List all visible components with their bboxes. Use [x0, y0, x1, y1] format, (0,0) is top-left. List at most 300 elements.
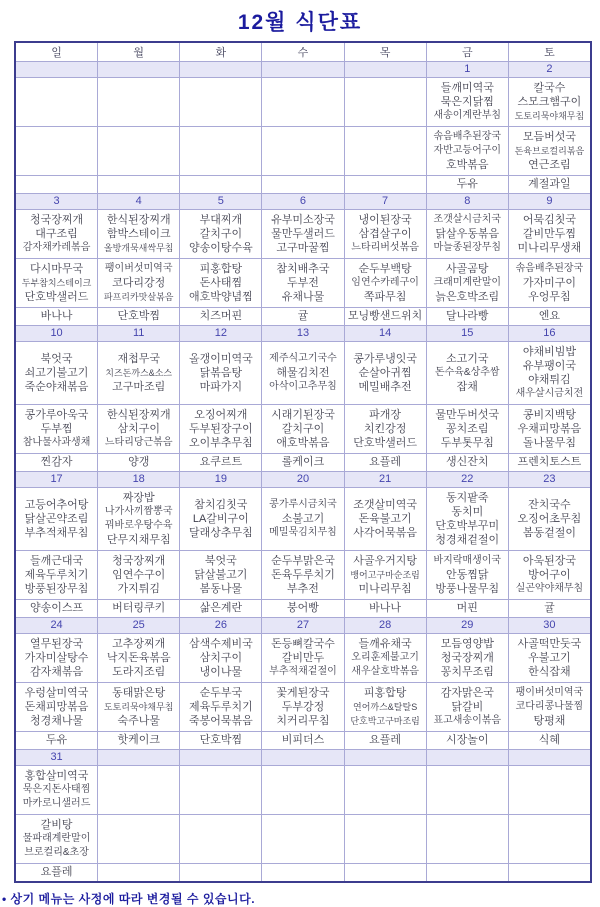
snack-cell: 시장놀이: [426, 732, 508, 750]
lunch-cell: [426, 210, 508, 259]
menu-item: 임연수구이: [112, 569, 166, 581]
lunch-cell: [426, 78, 508, 127]
lunch-row: [15, 210, 591, 259]
menu-item: 치즈돈까스&소스: [105, 368, 173, 378]
menu-item: 우불고기: [528, 652, 571, 664]
date-cell: [508, 750, 591, 766]
date-cell: 22: [426, 472, 508, 488]
snack-cell: 요플레: [344, 454, 426, 472]
menu-item: 갈치구이: [199, 228, 243, 240]
lunch-cell: [15, 342, 98, 405]
dinner-cell: [344, 683, 426, 732]
snack-cell: 단호박찜: [98, 308, 180, 326]
snack-cell: [344, 864, 426, 883]
date-row: [15, 62, 591, 78]
lunch-cell: [98, 342, 180, 405]
menu-item: 도토리묵야채무침: [103, 702, 174, 712]
menu-item: 바지락매생이국: [433, 555, 502, 566]
dinner-cell: [344, 551, 426, 600]
menu-item: 감자채볶음: [29, 666, 84, 678]
menu-item: 해물김치전: [276, 367, 330, 379]
snack-cell: 바나나: [15, 308, 98, 326]
snack-cell: 삶은계란: [180, 600, 262, 618]
menu-item: 미나리무생채: [517, 242, 582, 254]
lunch-row: [15, 78, 591, 127]
menu-item: 봄동나물: [199, 583, 243, 595]
menu-item: 팽이버섯미역국: [104, 263, 173, 274]
menu-item: 마파가지: [199, 381, 243, 393]
lunch-cell: [426, 488, 508, 551]
menu-item: 꽁치무조림: [440, 666, 494, 678]
dinner-cell: [180, 405, 262, 454]
lunch-cell: [344, 634, 426, 683]
menu-item: 들깨미역국: [440, 82, 494, 94]
menu-item: 동태맑은탕: [112, 687, 166, 699]
menu-item: 삼치구이: [199, 652, 243, 664]
menu-item: 한식잡채: [528, 666, 571, 678]
menu-item: 한식된장찌개: [106, 409, 171, 421]
menu-item: 가자미살탕수: [24, 652, 89, 664]
lunch-cell: [15, 78, 98, 127]
menu-item: 새우살호박볶음: [351, 666, 419, 677]
menu-item: 우렁살미역국: [24, 687, 89, 699]
lunch-cell: [262, 342, 344, 405]
menu-item: 조갯살미역국: [353, 499, 417, 511]
menu-item: 안동찜닭: [446, 569, 489, 581]
menu-item: 어묵김칫국: [522, 214, 576, 226]
menu-item: 시래기된장국: [271, 409, 335, 421]
dinner-cell: [98, 405, 180, 454]
menu-item: 도토리묵야채무침: [514, 111, 585, 121]
dinner-cell: [15, 683, 98, 732]
menu-item: 닭살우동볶음: [435, 228, 500, 240]
menu-item: 청국장찌개: [440, 652, 494, 664]
dinner-cell: [262, 405, 344, 454]
menu-item: 순살아귀찜: [358, 367, 412, 379]
lunch-cell: [180, 210, 262, 259]
date-cell: 10: [15, 326, 98, 342]
lunch-cell: [344, 210, 426, 259]
menu-item: 열무된장국: [29, 638, 84, 650]
dinner-cell: [98, 259, 180, 308]
menu-item: 청경채나물: [29, 715, 84, 727]
menu-item: 오이부추무침: [188, 437, 253, 449]
menu-item: 단호박고구마조림: [350, 716, 420, 726]
day-header: 월: [98, 42, 180, 62]
menu-item: 돈등뼈칼국수: [271, 638, 335, 650]
date-cell: 29: [426, 618, 508, 634]
snack-cell: [15, 176, 98, 194]
dinner-cell: [426, 127, 508, 176]
date-cell: [98, 750, 180, 766]
menu-item: 아삭이고추무침: [269, 381, 337, 392]
date-cell: 30: [508, 618, 591, 634]
dinner-cell: [98, 127, 180, 176]
dinner-row: [15, 127, 591, 176]
menu-item: 돈채피망볶음: [24, 701, 89, 713]
date-cell: [426, 750, 508, 766]
date-row: [15, 472, 591, 488]
snack-cell: 양송이스프: [15, 600, 98, 618]
snack-row: [15, 176, 591, 194]
menu-item: 대구조림: [35, 228, 78, 240]
date-cell: [344, 750, 426, 766]
menu-item: 파프리카맛살볶음: [103, 292, 174, 302]
date-cell: 1: [426, 62, 508, 78]
menu-item: 삼색수제비국: [188, 638, 253, 650]
menu-item: 솎음배추된장국: [515, 263, 584, 274]
dinner-cell: [180, 127, 262, 176]
menu-item: 가지튀김: [117, 583, 160, 595]
menu-item: 유채나물: [281, 291, 325, 303]
date-cell: 2: [508, 62, 591, 78]
dinner-cell: [426, 551, 508, 600]
lunch-cell: [508, 634, 591, 683]
snack-cell: [508, 864, 591, 883]
menu-item: 묵은지닭찜: [440, 96, 494, 108]
date-cell: 5: [180, 194, 262, 210]
date-cell: 16: [508, 326, 591, 342]
menu-item: 감자맑은국: [440, 687, 494, 699]
day-header: 화: [180, 42, 262, 62]
dinner-cell: [15, 815, 98, 864]
snack-cell: [180, 864, 262, 883]
date-cell: 14: [344, 326, 426, 342]
menu-item: 새우살시금치전: [515, 388, 584, 399]
menu-item: 물만두샐러드: [271, 228, 335, 240]
menu-item: 숙주나물: [117, 715, 160, 727]
menu-item: 소불고기: [281, 513, 325, 525]
lunch-cell: [15, 210, 98, 259]
menu-item: 참치배추국: [276, 263, 330, 275]
menu-item: 함박스테이크: [106, 228, 171, 240]
menu-item: 고등어추어탕: [24, 499, 89, 511]
menu-item: 솎음배추된장국: [433, 131, 502, 142]
menu-item: 갈비만두찜: [522, 228, 576, 240]
dinner-row: [15, 815, 591, 864]
snack-cell: 엔요: [508, 308, 591, 326]
dinner-cell: [262, 127, 344, 176]
menu-item: 쪽파무침: [363, 291, 407, 303]
snack-row: [15, 600, 591, 618]
menu-item: 브로컬리&초장: [24, 847, 89, 858]
menu-item: 칼국수: [533, 82, 566, 94]
menu-item: 실곤약야채무침: [515, 583, 584, 594]
date-cell: 11: [98, 326, 180, 342]
menu-item: 아욱된장국: [522, 555, 576, 567]
dinner-cell: [262, 551, 344, 600]
dinner-cell: [15, 127, 98, 176]
menu-item: 단호박샐러드: [353, 437, 417, 449]
menu-item: 호박볶음: [446, 159, 489, 171]
menu-item: 북엇국: [40, 353, 73, 365]
menu-item: 마늘종된장무침: [433, 242, 502, 253]
lunch-cell: [98, 488, 180, 551]
menu-item: 뱅어고구마순조림: [350, 570, 420, 580]
menu-item: 마카로니샐러드: [22, 798, 91, 809]
menu-item: 표고새송이볶음: [433, 715, 502, 726]
menu-item: 돈육불고기: [358, 513, 412, 525]
snack-cell: [180, 176, 262, 194]
date-row: [15, 326, 591, 342]
menu-item: 감자채카레볶음: [22, 242, 91, 253]
menu-item: 피홍합탕: [199, 263, 243, 275]
menu-item: 닭갈비: [451, 701, 484, 713]
date-cell: [180, 750, 262, 766]
date-row: [15, 618, 591, 634]
dinner-row: [15, 683, 591, 732]
dinner-cell: [180, 815, 262, 864]
menu-item: 한식된장찌개: [106, 214, 171, 226]
snack-row: [15, 864, 591, 883]
menu-item: 단호박부꾸미: [435, 520, 500, 532]
menu-item: 치커리무침: [276, 715, 330, 727]
snack-cell: 머핀: [426, 600, 508, 618]
calendar-body: [15, 42, 591, 882]
menu-item: 임연수카레구이: [351, 277, 419, 288]
menu-item: 나가사끼짬뽕국: [104, 506, 173, 517]
snack-cell: 귤: [262, 308, 344, 326]
menu-item: 느타리버섯볶음: [351, 242, 419, 253]
menu-item: 죽봉어묵볶음: [188, 715, 253, 727]
menu-item: 낙지돈육볶음: [106, 652, 171, 664]
lunch-cell: [98, 210, 180, 259]
menu-item: 모듬버섯국: [522, 131, 576, 143]
dinner-cell: [426, 259, 508, 308]
date-cell: 17: [15, 472, 98, 488]
menu-item: 방풍나물무침: [435, 583, 500, 595]
dinner-cell: [98, 683, 180, 732]
menu-item: 메밀배추전: [358, 381, 412, 393]
date-cell: 9: [508, 194, 591, 210]
snack-cell: 계절과일: [508, 176, 591, 194]
menu-item: 재첩무국: [117, 353, 160, 365]
menu-item: 제육두루치기: [24, 569, 89, 581]
date-cell: 7: [344, 194, 426, 210]
dinner-cell: [508, 551, 591, 600]
menu-item: 냉이나물: [199, 666, 243, 678]
menu-item: 쇠고기불고기: [24, 367, 89, 379]
dinner-row: [15, 259, 591, 308]
menu-item: 올갱이미역국: [188, 353, 253, 365]
dinner-cell: [15, 405, 98, 454]
menu-item: 유부팽이국: [522, 360, 576, 372]
menu-item: 도라지조림: [112, 666, 166, 678]
menu-item: 탕평채: [533, 715, 566, 727]
lunch-cell: [344, 766, 426, 815]
dinner-cell: [508, 683, 591, 732]
date-cell: 4: [98, 194, 180, 210]
menu-item: 우엉무침: [528, 291, 571, 303]
dinner-cell: [508, 405, 591, 454]
lunch-cell: [262, 488, 344, 551]
page-title: 12월 식단표: [237, 11, 363, 34]
dinner-cell: [508, 259, 591, 308]
menu-item: 부추적채겉절이: [269, 666, 337, 677]
menu-item: 코다리콩나물찜: [515, 701, 584, 712]
menu-item: 야채비빔밥: [522, 346, 576, 358]
menu-item: 두부톳무침: [440, 437, 494, 449]
lunch-cell: [180, 634, 262, 683]
dinner-cell: [180, 683, 262, 732]
day-header-row: [15, 42, 591, 62]
menu-item: 물파래계란말이: [22, 833, 91, 844]
day-header: 토: [508, 42, 591, 62]
menu-item: 소고기국: [446, 353, 489, 365]
lunch-cell: [15, 634, 98, 683]
menu-item: 닭살곤약조림: [24, 513, 89, 525]
menu-item: 팽이버섯미역국: [515, 687, 584, 698]
menu-item: 모듬영양밥: [440, 638, 494, 650]
menu-item: 짜장밥: [122, 492, 155, 504]
date-cell: 6: [262, 194, 344, 210]
menu-item: 다시마무국: [29, 263, 84, 275]
dinner-row: [15, 405, 591, 454]
footer-note: • 상기 메뉴는 사정에 따라 변경될 수 있습니다.: [2, 892, 256, 906]
menu-item: 제주식고기국수: [269, 353, 337, 364]
menu-item: 봄동겉절이: [522, 527, 576, 539]
menu-item: 단호박샐러드: [24, 291, 89, 303]
menu-item: LA갈비구이: [192, 513, 249, 525]
menu-item: 갈비탕: [40, 819, 73, 831]
snack-cell: [344, 176, 426, 194]
snack-cell: [426, 864, 508, 883]
menu-item: 닭살불고기: [194, 569, 248, 581]
lunch-row: [15, 766, 591, 815]
menu-item: 죽순야채볶음: [24, 381, 89, 393]
lunch-cell: [344, 488, 426, 551]
lunch-cell: [344, 78, 426, 127]
menu-item: 단무지채무침: [106, 534, 171, 546]
menu-item: 콩가루아욱국: [24, 409, 89, 421]
dinner-cell: [344, 127, 426, 176]
menu-item: 두부참치스테이크: [21, 278, 92, 288]
lunch-cell: [426, 766, 508, 815]
calendar-wrapper: [14, 41, 592, 883]
date-cell: [98, 62, 180, 78]
snack-cell: [262, 864, 344, 883]
snack-cell: 귤: [508, 600, 591, 618]
lunch-cell: [508, 78, 591, 127]
menu-item: 가자미구이: [522, 277, 576, 289]
snack-cell: [98, 176, 180, 194]
day-header: 목: [344, 42, 426, 62]
menu-item: 닭볶음탕: [199, 367, 243, 379]
day-header: 수: [262, 42, 344, 62]
day-header: 일: [15, 42, 98, 62]
date-cell: 21: [344, 472, 426, 488]
date-cell: 27: [262, 618, 344, 634]
menu-item: 콩비지백탕: [522, 409, 576, 421]
lunch-cell: [262, 634, 344, 683]
lunch-cell: [98, 766, 180, 815]
menu-item: 코다리강정: [112, 277, 166, 289]
dinner-cell: [262, 815, 344, 864]
menu-item: 미나리무침: [358, 583, 412, 595]
lunch-row: [15, 634, 591, 683]
menu-item: 청경채겉절이: [435, 534, 500, 546]
date-cell: 15: [426, 326, 508, 342]
menu-item: 메밀묵김치무침: [269, 527, 337, 538]
menu-item: 올방개묵새싹무침: [103, 243, 174, 253]
lunch-cell: [15, 488, 98, 551]
date-cell: 3: [15, 194, 98, 210]
menu-item: 오징어찌개: [194, 409, 248, 421]
menu-item: 우채피망볶음: [517, 423, 582, 435]
menu-item: 잡채: [456, 381, 478, 393]
menu-item: 고구마꿀찜: [276, 242, 330, 254]
snack-cell: 롤케이크: [262, 454, 344, 472]
menu-item: 삼겹살구이: [358, 228, 412, 240]
menu-item: 참치김칫국: [194, 499, 248, 511]
meal-calendar-table: [14, 41, 592, 883]
menu-item: 오리훈제불고기: [351, 652, 419, 663]
lunch-row: [15, 488, 591, 551]
menu-item: 사골곰탕: [446, 263, 489, 275]
date-cell: 13: [262, 326, 344, 342]
snack-cell: [98, 864, 180, 883]
date-cell: [15, 62, 98, 78]
dinner-cell: [98, 815, 180, 864]
date-cell: [180, 62, 262, 78]
menu-item: 물만두버섯국: [435, 409, 500, 421]
menu-item: 부추전: [287, 583, 319, 595]
snack-row: [15, 308, 591, 326]
menu-item: 느타리당근볶음: [104, 437, 173, 448]
menu-item: 꽁치조림: [446, 423, 489, 435]
menu-item: 애호박볶음: [276, 437, 330, 449]
snack-cell: 두유: [426, 176, 508, 194]
snack-cell: 핫케이크: [98, 732, 180, 750]
lunch-cell: [262, 210, 344, 259]
menu-item: 잔치국수: [528, 499, 571, 511]
snack-cell: [262, 176, 344, 194]
menu-item: 치킨강정: [363, 423, 407, 435]
snack-cell: 달나라빵: [426, 308, 508, 326]
date-cell: 20: [262, 472, 344, 488]
dinner-cell: [180, 259, 262, 308]
menu-item: 연근조림: [528, 159, 571, 171]
dinner-cell: [15, 551, 98, 600]
lunch-cell: [98, 78, 180, 127]
snack-cell: 버터링쿠키: [98, 600, 180, 618]
lunch-cell: [262, 766, 344, 815]
menu-item: 부추적채무침: [24, 527, 89, 539]
menu-item: 사골떡만둣국: [517, 638, 582, 650]
menu-item: 들깨유채국: [358, 638, 412, 650]
snack-cell: 생신잔치: [426, 454, 508, 472]
date-cell: [262, 62, 344, 78]
dinner-cell: [508, 127, 591, 176]
menu-item: 콩가루시금치국: [269, 499, 337, 510]
menu-item: 스모크햄구이: [517, 96, 582, 108]
dinner-cell: [15, 259, 98, 308]
date-row: [15, 194, 591, 210]
menu-item: 순두부국: [199, 687, 243, 699]
menu-item: 두부찜: [40, 423, 73, 435]
lunch-cell: [508, 210, 591, 259]
lunch-cell: [180, 766, 262, 815]
snack-cell: 요플레: [344, 732, 426, 750]
menu-item: 늙은호박조림: [435, 291, 500, 303]
dinner-cell: [508, 815, 591, 864]
menu-item: 새송이계란부침: [433, 110, 502, 121]
menu-item: 돈육브로컬리볶음: [514, 146, 585, 156]
menu-item: 북엇국: [204, 555, 237, 567]
dinner-cell: [426, 405, 508, 454]
lunch-cell: [98, 634, 180, 683]
menu-item: 묵은지돈사태찜: [22, 784, 91, 795]
